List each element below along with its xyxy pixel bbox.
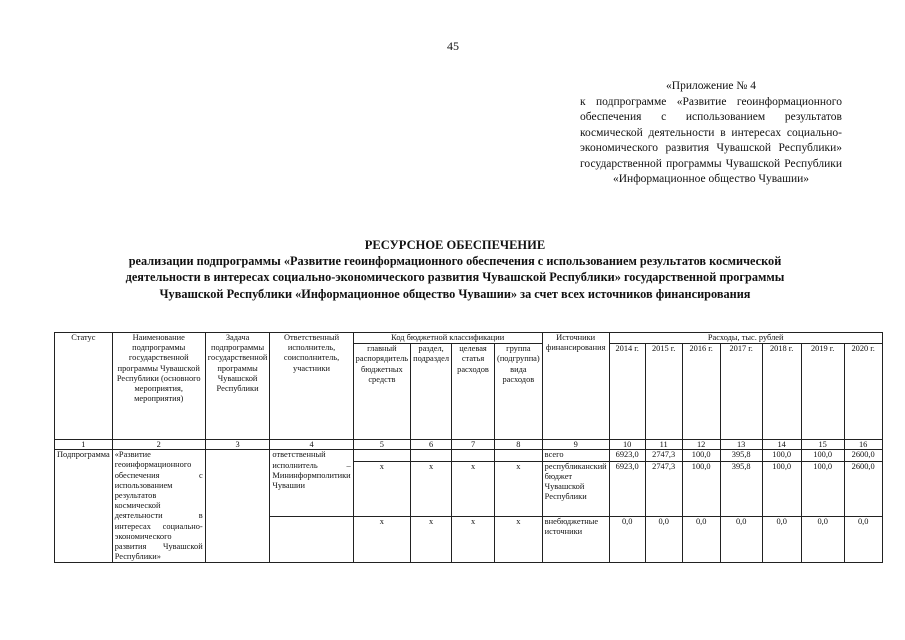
header-year: 2020 г. — [844, 344, 882, 440]
value-cell: 0,0 — [844, 517, 882, 563]
header-year: 2018 г. — [762, 344, 801, 440]
table-row-total — [55, 450, 883, 461]
column-number: 10 — [609, 440, 645, 450]
code-cell: x — [452, 517, 495, 563]
appendix-heading: «Приложение № 4 — [666, 80, 756, 92]
column-number: 8 — [495, 440, 543, 450]
value-cell: 0,0 — [762, 517, 801, 563]
column-number: 4 — [270, 440, 353, 450]
code-cell: x — [353, 461, 410, 517]
header-name: Наименование подпрограммы государственной программы Чувашской Республики (основного мероприятия, мероприятия) — [112, 333, 205, 440]
column-number: 15 — [801, 440, 844, 450]
appendix-body: к подпрограмме «Развитие геоинформационного обеспечения с использованием результатов космической деятельности в интересах социально-экономического развития Чувашской Республики» государственной программы Чувашской Республики «Информационное общество Чувашии» — [580, 95, 842, 185]
responsible-cell — [270, 517, 353, 563]
resource-table — [54, 332, 883, 563]
column-number: 3 — [205, 440, 270, 450]
value-cell: 2600,0 — [844, 450, 882, 461]
code-cell: x — [411, 461, 452, 517]
header-expense-group: группа (подгруппа) вида расходов — [495, 344, 543, 440]
source-cell: республиканский бюджет Чувашской Республики — [542, 461, 609, 517]
value-cell: 100,0 — [682, 461, 720, 517]
code-cell — [411, 450, 452, 461]
value-cell: 2747,3 — [645, 450, 682, 461]
value-cell: 0,0 — [720, 517, 762, 563]
program-name-cell: «Развитие геоинформационного обеспечения с использованием результатов космической деятельности в интересах социально-экономического развития Чувашской Республики» — [112, 450, 205, 563]
header-sources: Источники финансирования — [542, 333, 609, 440]
column-number: 5 — [353, 440, 410, 450]
task-cell — [205, 450, 270, 563]
column-number-row — [55, 440, 883, 450]
header-section: раздел, подраздел — [411, 344, 452, 440]
column-number: 6 — [411, 440, 452, 450]
value-cell: 0,0 — [609, 517, 645, 563]
responsible-cell: исполнитель – Мининформполитики Чувашии — [270, 461, 353, 517]
column-number: 16 — [844, 440, 882, 450]
code-cell: x — [452, 461, 495, 517]
column-number: 11 — [645, 440, 682, 450]
header-target-item: целевая статья расходов — [452, 344, 495, 440]
value-cell: 0,0 — [645, 517, 682, 563]
document-title — [30, 237, 880, 302]
value-cell: 395,8 — [720, 450, 762, 461]
code-cell: x — [495, 461, 543, 517]
header-status: Статус — [55, 333, 113, 440]
header-year: 2016 г. — [682, 344, 720, 440]
header-expenses: Расходы, тыс. рублей — [609, 333, 882, 344]
column-number: 7 — [452, 440, 495, 450]
header-task: Задача подпрограммы государственной программы Чувашской Республики — [205, 333, 270, 440]
header-year: 2014 г. — [609, 344, 645, 440]
source-cell: всего — [542, 450, 609, 461]
column-number: 13 — [720, 440, 762, 450]
value-cell: 2600,0 — [844, 461, 882, 517]
table-header-row — [55, 333, 883, 344]
value-cell: 100,0 — [801, 450, 844, 461]
value-cell: 0,0 — [801, 517, 844, 563]
page-number: 45 — [447, 39, 459, 53]
column-number: 2 — [112, 440, 205, 450]
code-cell — [452, 450, 495, 461]
header-year: 2017 г. — [720, 344, 762, 440]
value-cell: 100,0 — [682, 450, 720, 461]
title-line: реализации подпрограммы «Развитие геоинформационного обеспечения с использованием результатов космической — [128, 254, 782, 269]
code-cell: x — [411, 517, 452, 563]
value-cell: 395,8 — [720, 461, 762, 517]
status-cell: Подпрограмма — [55, 450, 113, 563]
column-number: 1 — [55, 440, 113, 450]
code-cell — [495, 450, 543, 461]
value-cell: 0,0 — [682, 517, 720, 563]
column-number: 14 — [762, 440, 801, 450]
source-cell: внебюджетные источники — [542, 517, 609, 563]
value-cell: 6923,0 — [609, 461, 645, 517]
value-cell: 6923,0 — [609, 450, 645, 461]
header-year: 2019 г. — [801, 344, 844, 440]
title-line: деятельности в интересах социально-экономического развития Чувашской Республики» государственной программы — [125, 270, 785, 285]
column-number: 12 — [682, 440, 720, 450]
header-year: 2015 г. — [645, 344, 682, 440]
value-cell: 100,0 — [762, 461, 801, 517]
appendix-note — [580, 79, 842, 188]
header-responsible: Ответственный исполнитель, соисполнитель, участники — [270, 333, 353, 440]
value-cell: 100,0 — [762, 450, 801, 461]
header-budget-code: Код бюджетной классификации — [353, 333, 542, 344]
responsible-cell: ответственный — [270, 450, 353, 461]
title-line: Чувашской Республики «Информационное общество Чувашии» за счет всех источников финансирования — [159, 286, 751, 301]
code-cell: x — [495, 517, 543, 563]
value-cell: 2747,3 — [645, 461, 682, 517]
code-cell — [353, 450, 410, 461]
value-cell: 100,0 — [801, 461, 844, 517]
column-number: 9 — [542, 440, 609, 450]
code-cell: x — [353, 517, 410, 563]
header-main-manager: главный распорядитель бюджетных средств — [353, 344, 410, 440]
title-main: РЕСУРСНОЕ ОБЕСПЕЧЕНИЕ — [364, 238, 546, 252]
